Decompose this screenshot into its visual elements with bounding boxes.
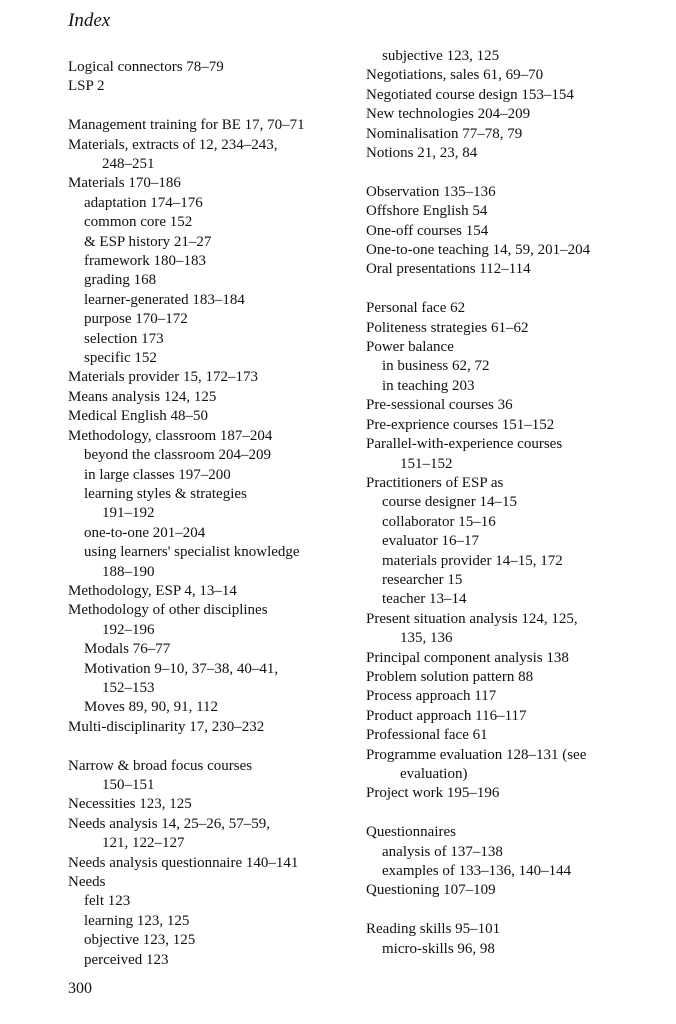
- index-entry: Multi-disciplinarity 17, 230–232: [68, 718, 265, 735]
- index-entry: Power balance: [366, 339, 454, 356]
- index-entry: Materials 170–186: [68, 175, 181, 192]
- index-subentry: Motivation 9–10, 37–38, 40–41,: [84, 660, 279, 677]
- index-subentry: objective 123, 125: [84, 932, 196, 949]
- index-subentry: in business 62, 72: [382, 358, 490, 375]
- index-entry: Offshore English 54: [366, 203, 488, 220]
- running-head: Index: [68, 10, 111, 31]
- index-entry-continuation: 121, 122–127: [102, 835, 185, 852]
- index-entry: Practitioners of ESP as: [366, 474, 504, 491]
- index-entry: Parallel-with-experience courses: [366, 436, 563, 453]
- index-entry: Methodology of other disciplines: [68, 602, 268, 619]
- index-entry: Notions 21, 23, 84: [366, 145, 478, 162]
- index-subentry: one-to-one 201–204: [84, 524, 206, 541]
- index-column-right: [366, 47, 666, 959]
- index-subentry: micro-skills 96, 98: [382, 940, 495, 957]
- index-entry: Needs analysis 14, 25–26, 57–59,: [68, 815, 271, 832]
- index-subentry: grading 168: [84, 272, 157, 289]
- index-entry: Medical English 48–50: [68, 408, 208, 425]
- index-entry: Pre-sessional courses 36: [366, 397, 513, 414]
- index-entry: Management training for BE 17, 70–71: [68, 117, 305, 134]
- index-entry: Product approach 116–117: [366, 707, 527, 724]
- index-entry: Questioning 107–109: [366, 882, 496, 899]
- index-entry: Personal face 62: [366, 300, 466, 317]
- index-subentry: in large classes 197–200: [84, 466, 231, 483]
- entry-spacer: [366, 901, 666, 920]
- entry-spacer: [366, 163, 666, 182]
- index-entry: Reading skills 95–101: [366, 921, 501, 938]
- index-entry: Present situation analysis 124, 125,: [366, 610, 578, 627]
- index-subentry: analysis of 137–138: [382, 843, 503, 860]
- index-subentry: specific 152: [84, 350, 157, 367]
- index-entry: LSP 2: [68, 78, 105, 95]
- index-entry: Principal component analysis 138: [366, 649, 569, 666]
- index-entry: Needs analysis questionnaire 140–141: [68, 854, 299, 871]
- index-entry-continuation: 192–196: [102, 621, 155, 638]
- index-entry: Oral presentations 112–114: [366, 261, 531, 278]
- index-entry: Needs: [68, 874, 106, 891]
- index-subentry: Modals 76–77: [84, 641, 171, 658]
- index-entry: Professional face 61: [366, 727, 488, 744]
- entry-spacer: [68, 737, 358, 756]
- index-entry: Materials provider 15, 172–173: [68, 369, 258, 386]
- index-subentry: teacher 13–14: [382, 591, 467, 608]
- index-entry: Methodology, classroom 187–204: [68, 427, 273, 444]
- index-subentry: examples of 133–136, 140–144: [382, 863, 572, 880]
- index-entry: Narrow & broad focus courses: [68, 757, 253, 774]
- index-entry-continuation: 248–251: [102, 156, 155, 173]
- index-entry: Means analysis 124, 125: [68, 388, 217, 405]
- index-subentry: researcher 15: [382, 571, 463, 588]
- index-subentry: beyond the classroom 204–209: [84, 447, 272, 464]
- index-entry: Negotiations, sales 61, 69–70: [366, 67, 544, 84]
- index-column-left: [68, 58, 358, 970]
- index-subentry: learner-generated 183–184: [84, 291, 245, 308]
- index-entry: Politeness strategies 61–62: [366, 319, 529, 336]
- index-subentry: learning styles & strategies: [84, 485, 247, 502]
- index-subentry: selection 173: [84, 330, 164, 347]
- index-entry: Methodology, ESP 4, 13–14: [68, 582, 237, 599]
- index-subentry: learning 123, 125: [84, 912, 190, 929]
- index-subentry: collaborator 15–16: [382, 513, 496, 530]
- index-entry-continuation: 152–153: [102, 679, 155, 696]
- index-subentry: evaluator 16–17: [382, 533, 480, 550]
- index-subentry: purpose 170–172: [84, 311, 188, 328]
- index-entry: Programme evaluation 128–131 (see: [366, 746, 587, 763]
- index-entry: Problem solution pattern 88: [366, 668, 534, 685]
- index-subentry: framework 180–183: [84, 253, 207, 270]
- entry-spacer: [366, 804, 666, 823]
- index-entry: Project work 195–196: [366, 785, 500, 802]
- index-subentry: felt 123: [84, 893, 131, 910]
- page-number: 300: [68, 980, 92, 997]
- index-entry-continuation: evaluation): [400, 766, 468, 782]
- index-entry: Materials, extracts of 12, 234–243,: [68, 136, 278, 153]
- index-subentry: & ESP history 21–27: [84, 233, 212, 250]
- index-entry: Nominalisation 77–78, 79: [366, 125, 523, 142]
- index-entry: Observation 135–136: [366, 183, 496, 200]
- index-entry-continuation: 150–151: [102, 777, 155, 793]
- index-entry: Process approach 117: [366, 688, 497, 705]
- entry-spacer: [68, 97, 358, 116]
- index-entry: Negotiated course design 153–154: [366, 86, 574, 103]
- entry-spacer: [366, 280, 666, 299]
- index-subentry: in teaching 203: [382, 377, 475, 394]
- index-subentry: materials provider 14–15, 172: [382, 552, 563, 569]
- index-entry: Necessities 123, 125: [68, 796, 192, 813]
- index-entry-continuation: 191–192: [102, 505, 155, 522]
- index-entry-continuation: 188–190: [102, 563, 155, 580]
- index-entry: Pre-exprience courses 151–152: [366, 416, 555, 433]
- index-entry: New technologies 204–209: [366, 106, 531, 123]
- index-subentry: adaptation 174–176: [84, 194, 203, 211]
- index-subentry: perceived 123: [84, 951, 169, 968]
- index-entry: One-off courses 154: [366, 222, 489, 239]
- index-subentry: subjective 123, 125: [382, 48, 500, 64]
- index-subentry: course designer 14–15: [382, 494, 517, 511]
- index-subentry: common core 152: [84, 214, 193, 231]
- index-entry-continuation: 135, 136: [400, 630, 453, 647]
- index-entry-continuation: 151–152: [400, 455, 453, 472]
- index-entry: One-to-one teaching 14, 59, 201–204: [366, 242, 591, 259]
- index-entry: Logical connectors 78–79: [68, 59, 224, 75]
- index-entry: Questionnaires: [366, 824, 456, 841]
- index-subentry: using learners' specialist knowledge: [84, 544, 300, 561]
- index-subentry: Moves 89, 90, 91, 112: [84, 699, 219, 716]
